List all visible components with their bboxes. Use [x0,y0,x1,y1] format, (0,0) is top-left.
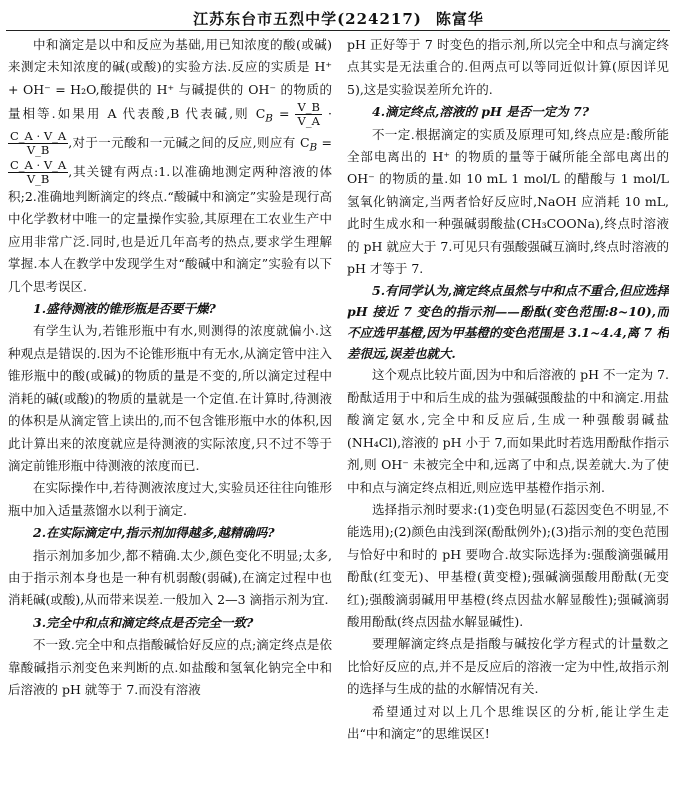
section-1-paragraph-2: 在实际操作中,若待测液浓度过大,实验员还往往向锥形瓶中加入适量蒸馏水以利于滴定. [8,480,332,518]
header-rule [6,30,670,31]
formula-monoprotic: $\frac{C\_A \cdot V\_A}{V\_B}$ [10,158,67,187]
section-4-paragraph: 不一定.根据滴定的实质及原理可知,终点应是:酸所能全部电离出的 H⁺ 的物质的量等于碱所能全部电离出的 OH⁻ 的物质的量.如 10 mL 1 mol/L 的醋酸与 1 mol/L 氢氧化钠滴定,当两者恰好反应时,NaOH 应消耗 10 mL,此时生成水和一种强碱弱酸盐(CH₃COONa),终点时溶液的 pH 就应大于 7.可见只有强酸强碱互滴时,终点时溶液的 pH 才等于 7. [347,126,669,277]
section-5-paragraph-2: 选择指示剂时要求:(1)变色明显(石蕊因变色不明显,不能选用);(2)颜色由浅到深(酚酞例外);(3)指示剂的变色范围与恰好中和时的 pH 要吻合.故实际选择为:强酸滴强碱用酚酞(红变无)、甲基橙(黄变橙);强碱滴强酸用酚酞(无变红);强酸滴弱碱用甲基橙(终点因盐水解显酸性);强碱滴弱酸用酚酞(终点因盐水解显碱性). [347,501,669,629]
section-5-paragraph-3: 要理解滴定终点是指酸与碱按化学方程式的计量数之比恰好反应的点,并不是反应后的溶液一定为中性,故指示剂的选择与生成的盐的水解情况有关. [347,636,669,697]
section-1-paragraph-1: 有学生认为,若锥形瓶中有水,则测得的浓度就偏小.这种观点是错误的.因为不论锥形瓶中有无水,从滴定管中注入锥形瓶中的酸(或碱)的物质的量是不变的,所以滴定过程中消耗的碱(或酸)的物质的量就是一个定值.在计算时,待测液的体积是从滴定管上读出的,而不包含锥形瓶中水的体积,因此计算出来的浓度就应是待测液的实际浓度,只不过不等于滴定前锥形瓶中待测液的浓度而已. [8,323,332,473]
section-2-paragraph: 指示剂加多加少,都不精确.太少,颜色变化不明显;太多,由于指示剂本身也是一种有机弱酸(弱碱),在滴定过程中也消耗碱(或酸),从而带来误差.一般加入 2—3 滴指示剂为宜. [8,547,332,608]
section-3-paragraph: 不一致.完全中和点指酸碱恰好反应的点;滴定终点是依靠酸碱指示剂变色来判断的点.如盐酸和氢氧化钠完全中和后溶液的 pH 就等于 7.而没有溶液 [8,637,332,697]
section-5-paragraph-1: 这个观点比较片面,因为中和后溶液的 pH 不一定为 7.酚酞适用于中和后生成的盐为强碱强酸盐的中和滴定.用盐酸滴定氨水,完全中和反应后,生成一种强酸弱碱盐(NH₄Cl),溶液的 pH 小于 7,而如果此时若选用酚酞作指示剂,则 OH⁻ 未被完全中和,远离了中和点,误差就大.为了使中和点与滴定终点相近,则应选甲基橙作指示剂. [347,367,669,495]
section-heading-4: 4.滴定终点,溶液的 pH 是否一定为 7? [372,104,590,120]
intro-paragraph: 中和滴定是以中和反应为基础,用已知浓度的酸(或碱)来测定未知浓度的碱(或酸)的实验方法.反应的实质是 H⁺ + OH⁻ = H₂O,酸提供的 H⁺ 与碱提供的 OH⁻ 的物质的量相等.如果用 A 代表酸,B 代表碱,则 $C_B$ = $\frac{V\_B}{V\_A}$ · $\frac{C\_A \cdot V\_A}{V\_B}$ ,对于一元酸和一元碱之间的反应,则应有 $C_B$ = $\frac{C\_A \cdot V\_A}{V\_B}$ ,其关键有两点:1.以准确地测定两种溶液的体积;2.准确地判断滴定的终点.“酸碱中和滴定”实验是现行高中化学教材中唯一的定量操作实验,其原理在工农业生产中应用非常广泛.同时,也是近几年高考的热点,要求学生理解掌握.本人在教学中发现学生对“酸碱中和滴定”实验有以下几个思考误区. [8,37,332,294]
section-heading-1: 1.盛待测液的锥形瓶是否要干燥? [33,301,216,317]
section-heading-3: 3.完全中和点和滴定终点是否完全一致? [33,614,254,630]
left-column [8,34,332,804]
right-column [347,34,669,804]
section-heading-5: 5.有同学认为,滴定终点虽然与中和点不重合,但应选择 pH 接近 7 变色的指示剂——酚酞(变色范围:8~10),而不应选甲基橙,因为甲基橙的变色范围是 3.1~4.4,离 7 相差很远,误差也就大. [347,283,669,362]
section-heading-2: 2.在实际滴定中,指示剂加得越多,越精确吗? [33,525,275,541]
closing-paragraph: 希望通过对以上几个思维误区的分析,能让学生走出“中和滴定”的思维误区! [347,703,669,741]
formula-ratio: $\frac{V\_B}{V\_A}$ [297,100,320,129]
author-affiliation: 江苏东台市五烈中学(224217) [193,10,422,28]
formula-concentration: $\frac{C\_A \cdot V\_A}{V\_B}$ [10,129,67,158]
section-3-continuation: pH 正好等于 7 时变色的指示剂,所以完全中和点与滴定终点其实是无法重合的.但两点可以等同近似计算(原因详见 5),这是实验误差所允许的. [347,37,669,97]
author-name: 陈富华 [435,10,484,28]
article-header [0,8,677,29]
